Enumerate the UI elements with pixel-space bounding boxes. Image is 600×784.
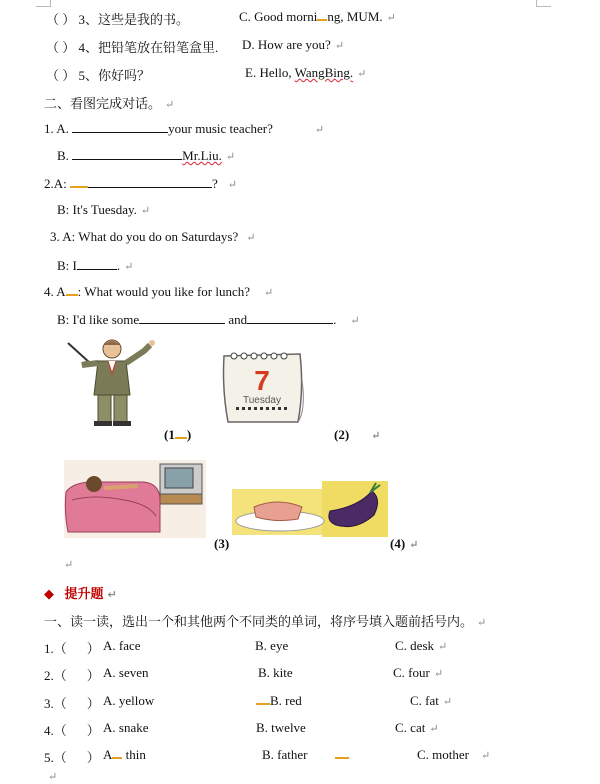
blank-mark bbox=[70, 176, 88, 188]
option-c: C. cat ↵ bbox=[395, 720, 439, 735]
chinese-sentence: 这些是我的书。 bbox=[98, 12, 190, 27]
empty-paragraph: ↵ bbox=[48, 771, 58, 783]
match-row-4: （ ） 4、把铅笔放在铅笔盒里. bbox=[46, 40, 219, 55]
picture-label-3: (3) bbox=[214, 536, 230, 551]
dialog-4b: B: I'd like some and . ↵ bbox=[57, 312, 360, 327]
upgrade-heading: ◆ 提升题 ↵ bbox=[44, 587, 117, 602]
picture-label-2: (2) ↵ bbox=[334, 427, 381, 442]
question-row: 1.（ ） bbox=[44, 641, 100, 656]
option-c: C. fat ↵ bbox=[410, 693, 453, 708]
question-row: 2.（ ） bbox=[44, 668, 100, 683]
teacher-illustration bbox=[64, 335, 160, 427]
calendar-day: 7 bbox=[254, 365, 270, 396]
page-corner-mark bbox=[36, 0, 51, 7]
section-title: 二、看图完成对话。 ↵ bbox=[44, 96, 175, 111]
calendar-weekday: Tuesday bbox=[243, 395, 281, 406]
dialog-2a: 2.A: ? ↵ bbox=[44, 176, 237, 191]
match-option-e: E. Hello, WangBing. ↵ bbox=[245, 65, 367, 80]
dialog-1b: B. Mr.Liu. ↵ bbox=[57, 148, 236, 163]
item-number: 3、 bbox=[78, 12, 99, 27]
picture-label-1: (1 ) bbox=[164, 427, 192, 442]
option-a: A. seven bbox=[103, 665, 149, 680]
question-row: 3.（ ） bbox=[44, 696, 100, 711]
option-c: C. four ↵ bbox=[393, 665, 444, 680]
diamond-bullet-icon: ◆ bbox=[44, 587, 54, 602]
dialog-2b: B: It's Tuesday. ↵ bbox=[57, 202, 151, 217]
option-b: B. kite bbox=[258, 665, 293, 680]
option-b: B. red bbox=[256, 693, 302, 709]
dialog-1a: 1. A. your music teacher? ↵ bbox=[44, 121, 325, 136]
blank-mark bbox=[175, 427, 187, 439]
option-b: B. eye bbox=[255, 638, 289, 653]
question-row: 5.（ ） bbox=[44, 750, 100, 765]
match-row-5: （ ） 5、你好吗？ bbox=[46, 68, 151, 83]
blank-mark bbox=[112, 747, 122, 759]
picture-label-4: (4) ↵ bbox=[390, 536, 419, 551]
answer-blank bbox=[139, 311, 225, 324]
answer-blank bbox=[72, 147, 182, 160]
section-title: 一、读一读，选出一个和其他两个不同类的单词，将序号填入题前括号内。 ↵ bbox=[44, 614, 487, 629]
option-b: B. twelve bbox=[256, 720, 306, 735]
option-c: C. desk ↵ bbox=[395, 638, 448, 653]
option-a: A. face bbox=[103, 638, 141, 653]
option-a: A. snake bbox=[103, 720, 149, 735]
answer-blank bbox=[77, 257, 117, 270]
dialog-4a: 4. A : What would you like for lunch? ↵ bbox=[44, 284, 274, 299]
option-c: C. mother ↵ bbox=[417, 747, 491, 762]
blank-mark bbox=[317, 9, 327, 21]
blank-mark bbox=[335, 747, 349, 759]
option-a: A. yellow bbox=[103, 693, 155, 708]
empty-paragraph: ↵ bbox=[64, 559, 74, 571]
food-illustration bbox=[232, 481, 388, 537]
option-b: B. father bbox=[262, 747, 349, 763]
answer-blank bbox=[88, 175, 212, 188]
page-corner-mark bbox=[536, 0, 551, 7]
calendar-illustration bbox=[218, 350, 308, 426]
match-row-3 bbox=[46, 9, 189, 28]
dialog-3a: 3. A: What do you do on Saturdays? ↵ bbox=[50, 229, 256, 244]
question-row: 4.（ ） bbox=[44, 723, 100, 738]
match-option-c: C. Good morni ng, MUM. ↵ bbox=[239, 9, 396, 24]
watching-tv-illustration bbox=[64, 460, 206, 538]
dialog-3b: B: I . ↵ bbox=[57, 258, 134, 273]
blank-mark bbox=[66, 284, 78, 296]
option-a: A thin bbox=[103, 747, 146, 762]
answer-blank bbox=[72, 120, 168, 133]
blank-mark bbox=[256, 693, 270, 705]
answer-blank bbox=[247, 311, 333, 324]
match-option-d: D. How are you? ↵ bbox=[242, 37, 345, 52]
answer-paren: （ ） bbox=[46, 12, 76, 27]
